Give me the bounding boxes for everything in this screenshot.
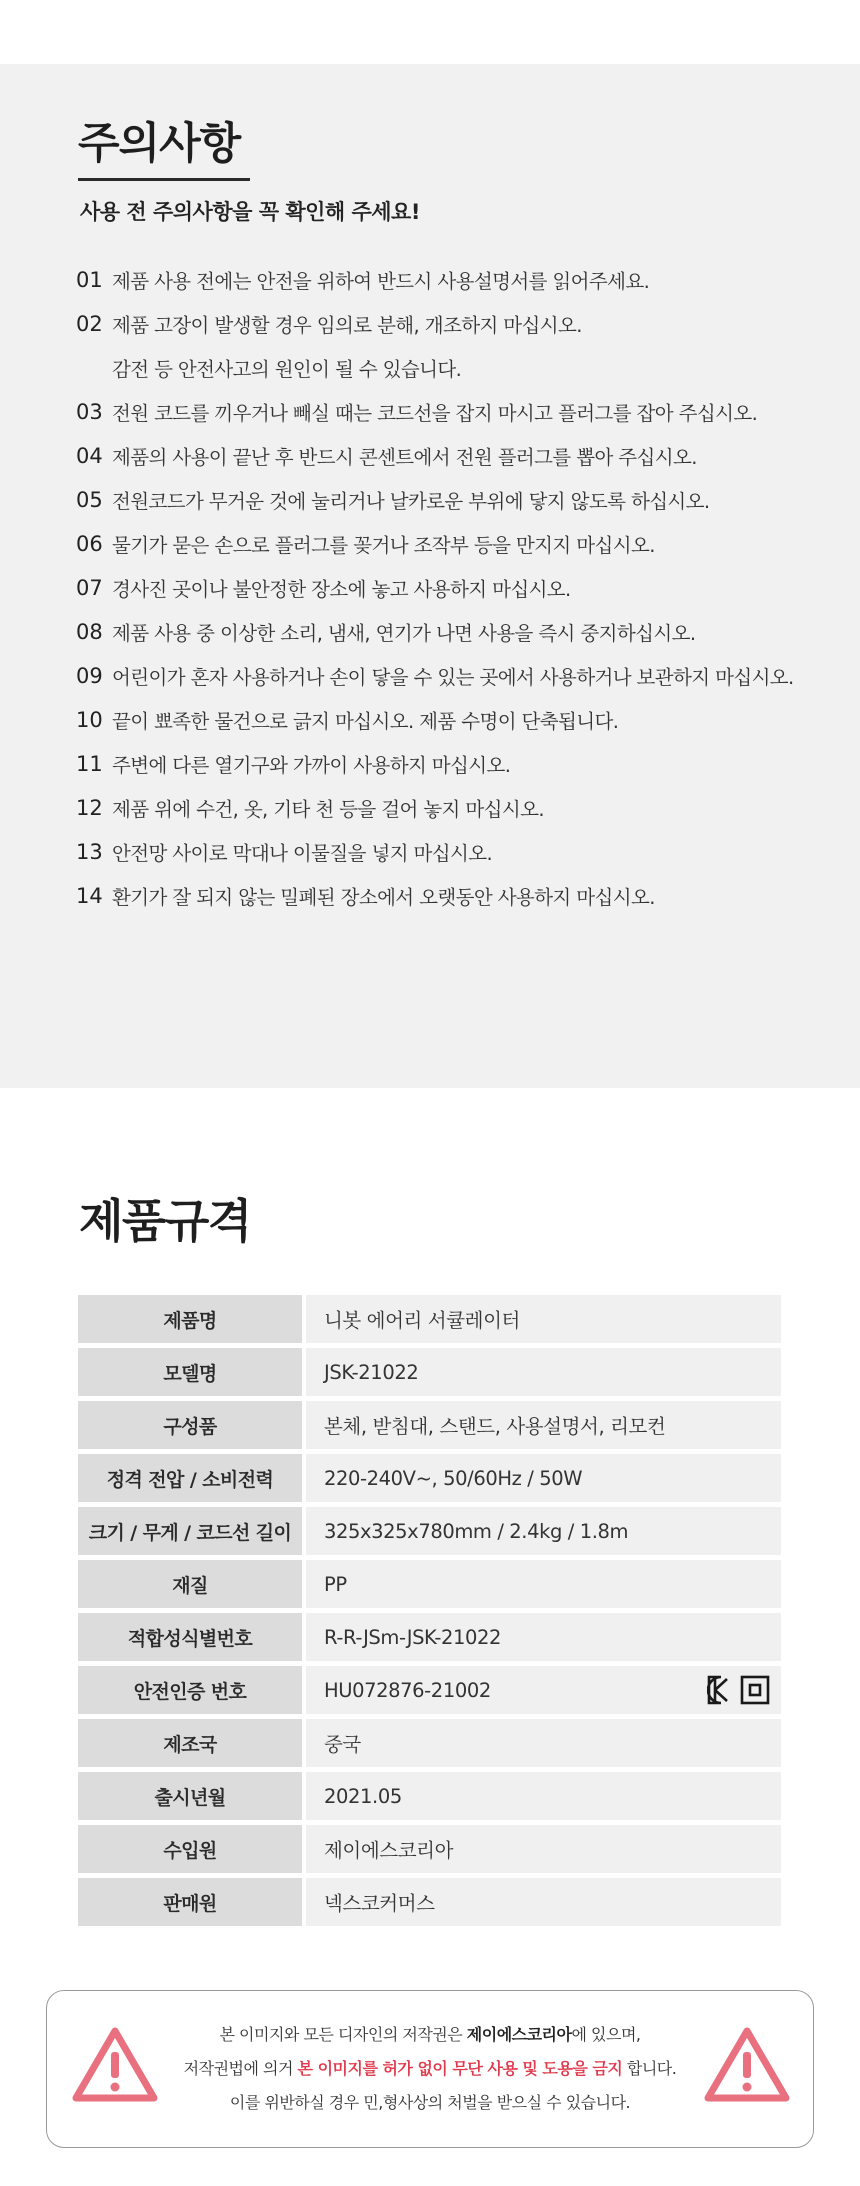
caution-item [76, 830, 836, 874]
caution-item [76, 874, 836, 918]
warning-triangle-icon [703, 2025, 791, 2105]
caution-text: 물기가 묻은 손으로 플러그를 꽂거나 조작부 등을 만지지 마십시오. [112, 534, 655, 557]
caution-number: 13 [76, 840, 103, 864]
caution-item [76, 654, 836, 698]
caution-text: 감전 등 안전사고의 원인이 될 수 있습니다. [112, 358, 462, 381]
spec-label: 제조국 [78, 1719, 302, 1767]
spec-value: R-R-JSm-JSK-21022 [306, 1613, 781, 1661]
cautions-subtitle: 사용 전 주의사항을 꼭 확인해 주세요! [80, 200, 420, 224]
spec-row [78, 1666, 781, 1714]
caution-item [76, 742, 836, 786]
caution-text: 경사진 곳이나 불안정한 장소에 놓고 사용하지 마십시오. [112, 578, 571, 601]
caution-list [76, 258, 836, 918]
spec-row [78, 1454, 781, 1502]
caution-text: 제품 위에 수건, 옷, 기타 천 등을 걸어 놓지 마십시오. [112, 798, 544, 821]
spec-value-with-mark [306, 1666, 781, 1714]
spec-row [78, 1295, 781, 1343]
caution-number: 09 [76, 664, 103, 688]
spec-label: 정격 전압 / 소비전력 [78, 1454, 302, 1502]
notice-line-3: 이를 위반하실 경우 민,형사상의 처벌을 받으실 수 있습니다. [229, 2093, 631, 2112]
kc-certification-icon [707, 1674, 771, 1706]
caution-number: 04 [76, 444, 103, 468]
caution-text: 어린이가 혼자 사용하거나 손이 닿을 수 있는 곳에서 사용하거나 보관하지 마십시오. [112, 666, 794, 689]
caution-number: 06 [76, 532, 103, 556]
spec-label: 제품명 [78, 1295, 302, 1343]
caution-number: 11 [76, 752, 103, 776]
caution-text: 주변에 다른 열기구와 가까이 사용하지 마십시오. [112, 754, 511, 777]
spec-row [78, 1878, 781, 1926]
spec-value: 넥스코커머스 [306, 1878, 781, 1926]
caution-number: 02 [76, 312, 103, 336]
spec-value: 니봇 에어리 서큘레이터 [306, 1295, 781, 1343]
spec-row [78, 1772, 781, 1820]
spec-row [78, 1401, 781, 1449]
notice-line-1-a: 본 이미지와 모든 디자인의 저작권은 [219, 2025, 467, 2044]
caution-text: 안전망 사이로 막대나 이물질을 넣지 마십시오. [112, 842, 493, 865]
caution-item [76, 786, 836, 830]
caution-item [76, 478, 836, 522]
caution-number: 01 [76, 268, 103, 292]
caution-text: 제품 사용 중 이상한 소리, 냄새, 연기가 나면 사용을 즉시 중지하십시오. [112, 622, 696, 645]
spec-value: PP [306, 1560, 781, 1608]
caution-number: 10 [76, 708, 103, 732]
spec-label: 출시년월 [78, 1772, 302, 1820]
spec-label: 안전인증 번호 [78, 1666, 302, 1714]
spec-row [78, 1613, 781, 1661]
notice-company: 제이에스코리아 [466, 2025, 572, 2044]
caution-item [76, 434, 836, 478]
notice-line-1-c: 에 있으며, [571, 2025, 641, 2044]
spec-label: 수입원 [78, 1825, 302, 1873]
spec-value: JSK-21022 [306, 1348, 781, 1396]
spec-value: 중국 [306, 1719, 781, 1767]
caution-number: 12 [76, 796, 103, 820]
spec-label: 모델명 [78, 1348, 302, 1396]
caution-item [76, 522, 836, 566]
caution-number: 07 [76, 576, 103, 600]
caution-item [76, 390, 836, 434]
spec-table [78, 1295, 781, 1931]
caution-number: 14 [76, 884, 103, 908]
spec-title: 제품규격 [79, 1194, 251, 1248]
cautions-title-underline [78, 178, 250, 181]
caution-item-continuation [76, 346, 836, 390]
spec-value: 제이에스코리아 [306, 1825, 781, 1873]
caution-item [76, 258, 836, 302]
spec-label: 재질 [78, 1560, 302, 1608]
caution-number: 05 [76, 488, 103, 512]
caution-item [76, 698, 836, 742]
caution-text: 전원 코드를 끼우거나 빼실 때는 코드선을 잡지 마시고 플러그를 잡아 주십시오. [112, 402, 758, 425]
caution-item [76, 610, 836, 654]
caution-text: 제품의 사용이 끝난 후 반드시 콘센트에서 전원 플러그를 뽑아 주십시오. [112, 446, 697, 469]
spec-row [78, 1348, 781, 1396]
spec-label: 크기 / 무게 / 코드선 길이 [78, 1507, 302, 1555]
notice-line-1 [157, 2018, 703, 2052]
spec-value: 본체, 받침대, 스탠드, 사용설명서, 리모컨 [306, 1401, 781, 1449]
caution-text: 전원코드가 무거운 것에 눌리거나 날카로운 부위에 닿지 않도록 하십시오. [112, 490, 710, 513]
spec-label: 구성품 [78, 1401, 302, 1449]
caution-item [76, 302, 836, 346]
notice-line-2-c: 합니다. [622, 2059, 677, 2078]
notice-line-2 [157, 2052, 703, 2086]
caution-item [76, 566, 836, 610]
notice-prohibition-highlight: 본 이미지를 허가 없이 무단 사용 및 도용을 금지 [297, 2059, 623, 2078]
notice-text [157, 2018, 703, 2120]
caution-number: 08 [76, 620, 103, 644]
copyright-notice [46, 1990, 814, 2148]
spec-value-text: HU072876-21002 [324, 1678, 491, 1702]
notice-line-2-a: 저작권법에 의거 [183, 2059, 298, 2078]
cautions-title: 주의사항 [78, 119, 241, 169]
caution-text: 끝이 뾰족한 물건으로 긁지 마십시오. 제품 수명이 단축됩니다. [112, 710, 619, 733]
spec-row [78, 1719, 781, 1767]
caution-text: 제품 사용 전에는 안전을 위하여 반드시 사용설명서를 읽어주세요. [112, 270, 650, 293]
spec-value: 325x325x780mm / 2.4kg / 1.8m [306, 1507, 781, 1555]
spec-row [78, 1560, 781, 1608]
spec-row [78, 1507, 781, 1555]
caution-number: 03 [76, 400, 103, 424]
spec-label: 적합성식별번호 [78, 1613, 302, 1661]
spec-value: 2021.05 [306, 1772, 781, 1820]
warning-triangle-icon [71, 2025, 159, 2105]
spec-value: 220-240V~, 50/60Hz / 50W [306, 1454, 781, 1502]
caution-text: 제품 고장이 발생할 경우 임의로 분해, 개조하지 마십시오. [112, 314, 582, 337]
spec-row [78, 1825, 781, 1873]
caution-text: 환기가 잘 되지 않는 밀폐된 장소에서 오랫동안 사용하지 마십시오. [112, 886, 655, 909]
spec-label: 판매원 [78, 1878, 302, 1926]
